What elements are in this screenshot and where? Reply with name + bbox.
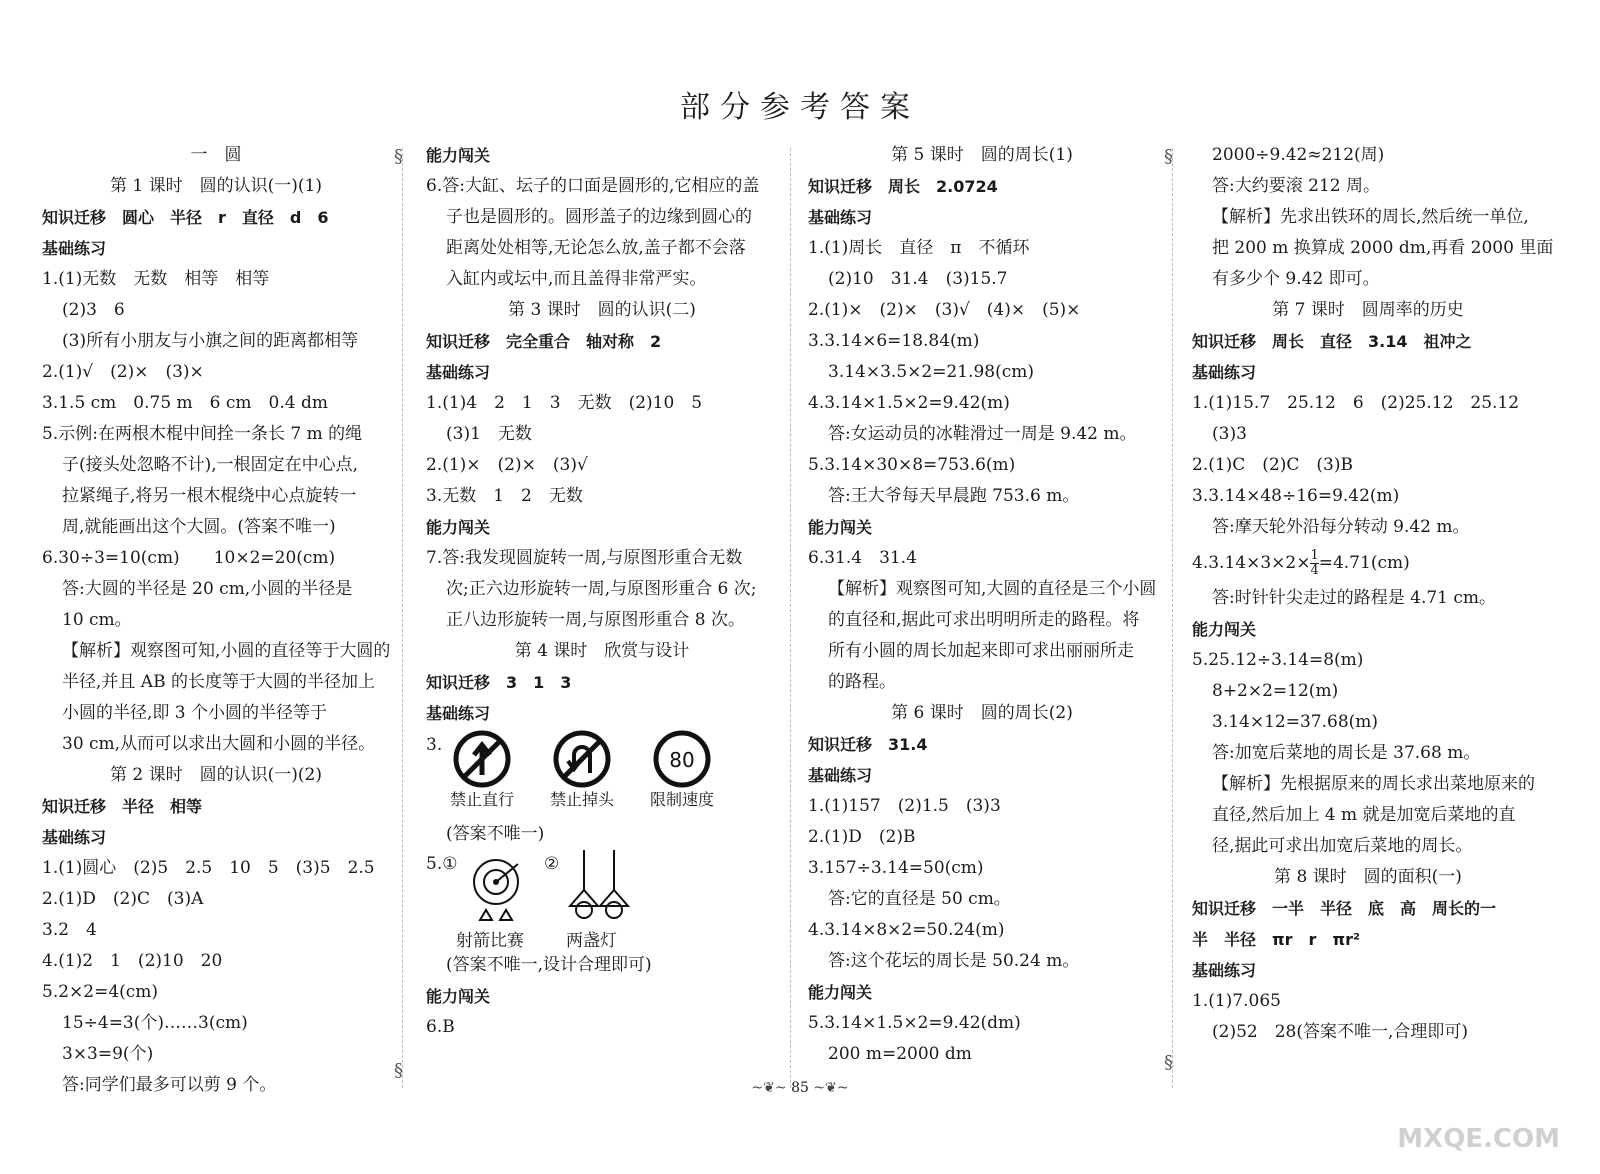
answer-line: 3.3.14×6=18.84(m) — [808, 331, 980, 351]
answer-line: 1.(1)15.7 25.12 6 (2)25.12 25.12 — [1192, 393, 1520, 413]
answer-line: 7.答:我发现圆旋转一周,与原图形重合无数 — [426, 548, 743, 568]
answer-line: 能力闯关 — [426, 146, 491, 165]
answer-line: 第 3 课时 圆的认识(二) — [508, 300, 696, 320]
column-divider — [402, 148, 404, 1088]
answer-line: 的路程。 — [828, 672, 896, 692]
answer-line: 正八边形旋转一周,与原图形重合 8 次。 — [446, 610, 746, 630]
answer-line: 1.(1)圆心 (2)5 2.5 10 5 (3)5 2.5 — [42, 858, 375, 878]
question-number: 3. — [426, 735, 443, 755]
answer-line: 1.(1)157 (2)1.5 (3)3 — [808, 796, 1001, 816]
answer-line: 能力闯关 — [808, 983, 873, 1002]
answer-line: 基础练习 — [808, 208, 873, 227]
answer-line: 2000÷9.42≈212(周) — [1212, 145, 1385, 165]
answer-line: 3.1.5 cm 0.75 m 6 cm 0.4 dm — [42, 393, 328, 413]
answer-line: 次;正六边形旋转一周,与原图形重合 6 次; — [446, 579, 757, 599]
answer-line: 半径,并且 AB 的长度等于大圆的半径加上 — [62, 672, 375, 692]
two-lamps-figure — [564, 850, 634, 922]
answer-line: 第 4 课时 欣赏与设计 — [514, 641, 690, 661]
page-title: 部分参考答案 — [680, 90, 920, 125]
answer-line: 6.答:大缸、坛子的口面是圆形的,它相应的盖 — [426, 176, 760, 196]
answer-line: 答:这个花坛的周长是 50.24 m。 — [828, 951, 1080, 971]
no-straight-sign — [432, 729, 532, 811]
answer-line: 6.B — [426, 1017, 455, 1037]
figure-marker: ② — [544, 854, 560, 874]
answer-line: 3.14×12=37.68(m) — [1212, 712, 1379, 732]
answer-line: 8+2×2=12(m) — [1212, 681, 1339, 701]
answer-line: 第 2 课时 圆的认识(一)(2) — [110, 765, 322, 785]
answer-line: 4.3.14×8×2=50.24(m) — [808, 920, 1005, 940]
design-figures — [426, 850, 778, 950]
answer-line: 第 5 课时 圆的周长(1) — [891, 145, 1073, 165]
page-number: 85 — [791, 1080, 809, 1096]
answer-line: 1.(1)7.065 — [1192, 991, 1281, 1011]
answer-line: 知识迁移 3 1 3 — [426, 673, 572, 692]
answer-line: 第 1 课时 圆的认识(一)(1) — [110, 176, 322, 196]
speed-limit-value: 80 — [669, 748, 695, 772]
answer-line: 4.3.14×3×2× $\frac{1}{4}$ =4.71(cm) — [1192, 548, 1410, 578]
answer-line: 3.3.14×48÷16=9.42(m) — [1192, 486, 1400, 506]
answer-column-1 — [42, 140, 390, 1101]
answer-line: 【解析】先根据原来的周长求出菜地原来的 — [1212, 774, 1535, 794]
answer-line: 6.31.4 31.4 — [808, 548, 917, 568]
answer-line: 3.2 4 — [42, 920, 97, 940]
answer-line: 5.3.14×30×8=753.6(m) — [808, 455, 1016, 475]
answer-line: 周,就能画出这个大圆。(答案不唯一) — [62, 517, 336, 537]
swirl-ornament-icon: ~❦~ — [813, 1080, 849, 1096]
answer-line: 答:大圆的半径是 20 cm,小圆的半径是 — [62, 579, 353, 599]
answer-line: 子(接头处忽略不计),一根固定在中心点, — [62, 455, 359, 475]
ornament-icon: § — [1164, 1052, 1173, 1073]
answer-line: 答:女运动员的冰鞋滑过一周是 9.42 m。 — [828, 424, 1137, 444]
answer-line: 2.(1)× (2)× (3)√ — [426, 455, 588, 475]
note: (答案不唯一) — [446, 824, 545, 844]
answer-line: (3)1 无数 — [446, 424, 532, 444]
answer-line: 知识迁移 半径 相等 — [42, 797, 203, 816]
answer-line: 答:它的直径是 50 cm。 — [828, 889, 1011, 909]
answer-line: (2)10 31.4 (3)15.7 — [828, 269, 1008, 289]
answer-line: 4.3.14×1.5×2=9.42(m) — [808, 393, 1010, 413]
answer-line: 5.3.14×1.5×2=9.42(dm) — [808, 1013, 1021, 1033]
swirl-ornament-icon: ~❦~ — [751, 1080, 787, 1096]
answer-line: 【解析】观察图可知,小圆的直径等于大圆的 — [62, 641, 391, 661]
answer-line: 6.30÷3=10(cm) 10×2=20(cm) — [42, 548, 336, 568]
figure-label: 两盏灯 — [566, 931, 617, 951]
answer-line: 能力闯关 — [426, 518, 491, 537]
answer-line: 答:摩天轮外沿每分转动 9.42 m。 — [1212, 517, 1470, 537]
answer-line: (3)所有小朋友与小旗之间的距离都相等 — [62, 331, 359, 351]
archery-target-figure — [456, 858, 536, 922]
answer-line: (3)3 — [1212, 424, 1247, 444]
answer-line: 半 半径 πr r πr² — [1192, 930, 1360, 949]
answer-line: 4.(1)2 1 (2)10 20 — [42, 951, 223, 971]
answer-line: 所有小圆的周长加起来即可求出丽丽所走 — [828, 641, 1134, 661]
ornament-icon: § — [1164, 146, 1173, 167]
page-footer — [0, 1080, 1600, 1096]
answer-line: 答:加宽后菜地的周长是 37.68 m。 — [1212, 743, 1481, 763]
answer-line: 基础练习 — [426, 704, 491, 723]
answer-line: 2.(1)C (2)C (3)B — [1192, 455, 1353, 475]
answer-line: 15÷4=3(个)……3(cm) — [62, 1013, 248, 1033]
answer-column-4 — [1192, 140, 1554, 1048]
answer-line: 【解析】先求出铁环的周长,然后统一单位, — [1212, 207, 1529, 227]
speed-limit-sign — [632, 729, 732, 811]
speed-limit-icon — [652, 729, 712, 789]
sign-label: 限制速度 — [649, 790, 714, 809]
answer-line: 知识迁移 一半 半径 底 高 周长的一 — [1192, 899, 1497, 918]
answer-line: 200 m=2000 dm — [828, 1044, 972, 1064]
figure-label: 射箭比赛 — [456, 931, 524, 951]
answer-line: 基础练习 — [426, 363, 491, 382]
answer-line: 一 圆 — [190, 145, 242, 165]
answer-line: 3.无数 1 2 无数 — [426, 486, 583, 506]
answer-line: 径,据此可求出加宽后菜地的周长。 — [1212, 836, 1473, 856]
answer-line: 直径,然后加上 4 m 就是加宽后菜地的直 — [1212, 805, 1516, 825]
answer-line: 能力闯关 — [426, 987, 491, 1006]
no-straight-icon — [452, 729, 512, 789]
answer-line: 距离处处相等,无论怎么放,盖子都不会落 — [446, 238, 746, 258]
column-divider — [790, 148, 792, 1088]
answer-line: 1.(1)周长 直径 π 不循环 — [808, 238, 1030, 258]
answer-line: 基础练习 — [1192, 363, 1257, 382]
answer-line: 答:王大爷每天早晨跑 753.6 m。 — [828, 486, 1080, 506]
answer-line: 能力闯关 — [808, 518, 873, 537]
answer-line: 3.157÷3.14=50(cm) — [808, 858, 984, 878]
answer-line: 5.2×2=4(cm) — [42, 982, 159, 1002]
sign-label: 禁止掉头 — [549, 790, 614, 809]
answer-line: 知识迁移 完全重合 轴对称 2 — [426, 332, 662, 351]
answer-line: 基础练习 — [808, 766, 873, 785]
answer-line: 知识迁移 周长 2.0724 — [808, 177, 998, 196]
fraction: $\frac{1}{4}$ — [1310, 548, 1319, 578]
answer-line: 5.示例:在两根木棍中间拴一条长 7 m 的绳 — [42, 424, 363, 444]
answer-line: 【解析】观察图可知,大圆的直径是三个小圆 — [828, 579, 1157, 599]
answer-line: 第 7 课时 圆周率的历史 — [1272, 300, 1464, 320]
answer-line: 答:同学们最多可以剪 9 个。 — [62, 1075, 277, 1095]
answer-line: 答:大约要滚 212 周。 — [1212, 176, 1380, 196]
answer-column-2 — [426, 140, 778, 1043]
answer-line: 基础练习 — [42, 828, 107, 847]
answer-line: 基础练习 — [1192, 961, 1257, 980]
answer-line: 第 8 课时 圆的面积(一) — [1274, 867, 1462, 887]
ornament-icon: § — [394, 146, 403, 167]
column-divider — [1172, 148, 1174, 1088]
answer-line: (2)3 6 — [62, 300, 125, 320]
answer-line: 的直径和,据此可求出明明所走的路程。将 — [828, 610, 1140, 630]
answer-line: 2.(1)D (2)C (3)A — [42, 889, 204, 909]
answer-line: 拉紧绳子,将另一根木棍绕中心点旋转一 — [62, 486, 357, 506]
answer-line: 基础练习 — [42, 239, 107, 258]
answer-line: 有多少个 9.42 即可。 — [1212, 269, 1380, 289]
answer-line: 10 cm。 — [62, 610, 132, 630]
answer-line: 第 6 课时 圆的周长(2) — [891, 703, 1073, 723]
answer-line: 2.(1)D (2)B — [808, 827, 916, 847]
answer-line: 能力闯关 — [1192, 620, 1257, 639]
answer-line: 1.(1)4 2 1 3 无数 (2)10 5 — [426, 393, 703, 413]
traffic-signs — [426, 729, 778, 819]
sign-label: 禁止直行 — [449, 790, 514, 809]
answer-line: (2)52 28(答案不唯一,合理即可) — [1212, 1022, 1469, 1042]
answer-line: 1.(1)无数 无数 相等 相等 — [42, 269, 270, 289]
no-u-turn-sign — [532, 729, 632, 811]
answer-line: 知识迁移 31.4 — [808, 735, 928, 754]
answer-line: 3×3=9(个) — [62, 1044, 154, 1064]
no-u-turn-icon — [552, 729, 612, 789]
answer-line: 答:时针针尖走过的路程是 4.71 cm。 — [1212, 588, 1497, 608]
answer-line: 2.(1)× (2)× (3)√ (4)× (5)× — [808, 300, 1081, 320]
ornament-icon: § — [394, 1060, 403, 1081]
answer-line: 3.14×3.5×2=21.98(cm) — [828, 362, 1035, 382]
note: (答案不唯一,设计合理即可) — [446, 955, 652, 975]
answer-line: 把 200 m 换算成 2000 dm,再看 2000 里面 — [1212, 238, 1554, 258]
answer-line: 30 cm,从而可以求出大圆和小圆的半径。 — [62, 734, 376, 754]
watermark: MXQE.COM — [1397, 1124, 1560, 1154]
answer-line: 知识迁移 圆心 半径 r 直径 d 6 — [42, 208, 329, 227]
question-number: 5.① — [426, 854, 458, 874]
answer-line: 子也是圆形的。圆形盖子的边缘到圆心的 — [446, 207, 752, 227]
answer-line: 5.25.12÷3.14=8(m) — [1192, 650, 1364, 670]
answer-line: 入缸内或坛中,而且盖得非常严实。 — [446, 269, 707, 289]
answer-line: 小圆的半径,即 3 个小圆的半径等于 — [62, 703, 328, 723]
answer-line: 2.(1)√ (2)× (3)× — [42, 362, 204, 382]
answer-column-3 — [808, 140, 1156, 1070]
answer-line: 知识迁移 周长 直径 3.14 祖冲之 — [1192, 332, 1472, 351]
